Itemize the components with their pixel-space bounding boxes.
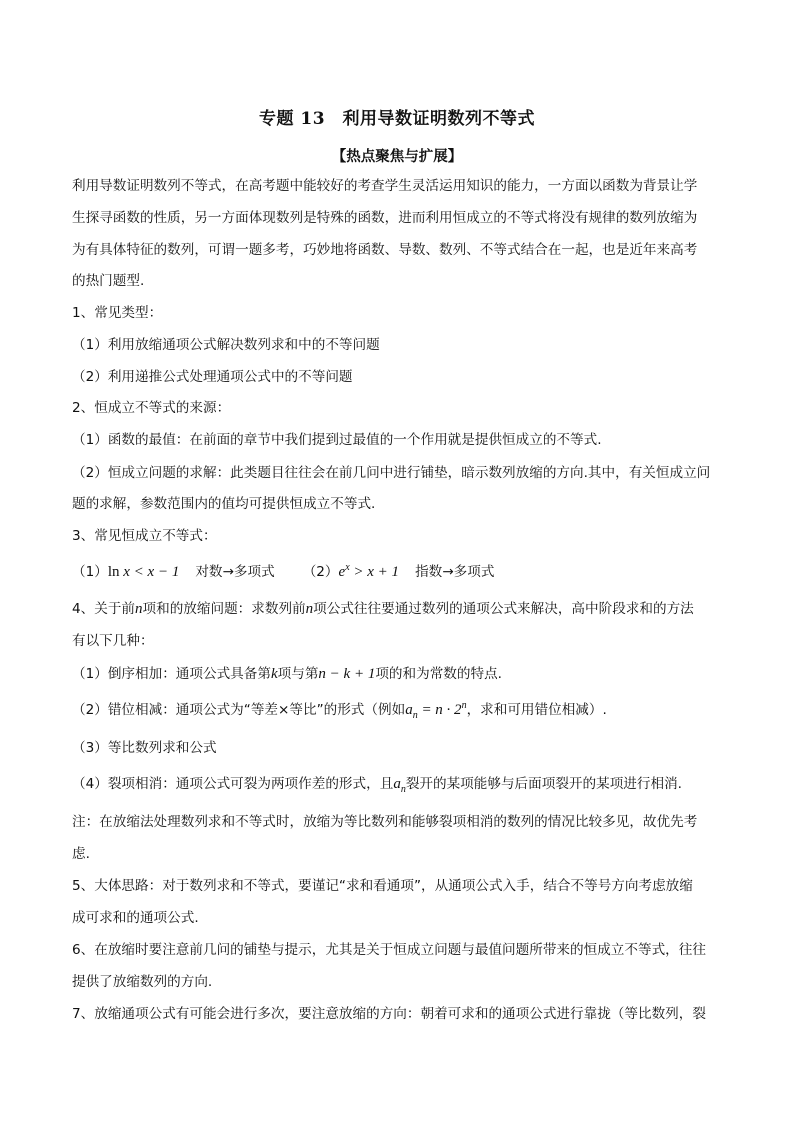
section-6-cont: 提供了放缩数列的方向. xyxy=(72,974,213,990)
formula-exp-inequality: $e^x > x + 1$ xyxy=(338,562,400,580)
note-line-cont: 虑. xyxy=(72,846,90,862)
section-4-item-4: （4）裂项相消：通项公式可裂为两项作差的形式，且$a_n$裂开的某项能够与后面项裂开的某项进行相消. xyxy=(72,776,683,795)
section-2-heading: 2、恒成立不等式的来源： xyxy=(72,400,231,416)
section-heading: 【热点聚焦与扩展】 xyxy=(331,148,463,165)
section-7: 7、放缩通项公式有可能会进行多次，要注意放缩的方向：朝着可求和的通项公式进行靠拢（等比数列，裂 xyxy=(72,1006,706,1022)
section-4-heading-cont: 有以下几种： xyxy=(72,633,154,649)
intro-line: 的热门题型. xyxy=(72,273,145,289)
intro-line: 为有具体特征的数列，可谓一题多考，巧妙地将函数、导数、数列、不等式结合在一起，也是近年来高考 xyxy=(72,242,698,258)
section-4-item-2: （2）错位相减：通项公式为“等差×等比”的形式（例如$a_n = n \cdot 2^n$，求和可用错位相减）. xyxy=(72,700,607,721)
section-2-item-1: （1）函数的最值：在前面的章节中我们提到过最值的一个作用就是提供恒成立的不等式. xyxy=(72,432,602,448)
section-4-heading: 4、关于前n项和的放缩问题：求数列前n项公式往往要通过数列的通项公式来解决，高中阶段求和的方法 xyxy=(72,601,694,617)
section-6: 6、在放缩时要注意前几问的铺垫与提示，尤其是关于恒成立问题与最值问题所带来的恒成立不等式，往往 xyxy=(72,942,706,958)
section-1-item: （1）利用放缩通项公式解决数列求和中的不等问题 xyxy=(72,337,380,353)
formula-1-desc: 对数→多项式 xyxy=(195,564,275,580)
section-1-heading: 1、常见类型： xyxy=(72,305,163,321)
section-4-item-3: （3）等比数列求和公式 xyxy=(72,740,217,756)
section-3-formulas xyxy=(72,562,732,582)
formula-an: $a_n = n \cdot 2^n$ xyxy=(405,700,467,721)
section-4-item-1: （1）倒序相加：通项公式具备第k项与第n − k + 1项的和为常数的特点. xyxy=(72,666,502,682)
section-2-item-2: （2）恒成立问题的求解：此类题目往往会在前几问中进行铺垫，暗示数列放缩的方向.其中，有关恒成立问 xyxy=(72,465,711,481)
formula-2-desc: 指数→多项式 xyxy=(415,564,495,580)
formula-1-prefix: （1） xyxy=(72,564,108,580)
intro-line: 利用导数证明数列不等式，在高考题中能较好的考查学生灵活运用知识的能力，一方面以函数为背景让学 xyxy=(72,178,698,194)
section-5-cont: 成可求和的通项公式. xyxy=(72,910,199,926)
section-2-item-2-cont: 题的求解，参数范围内的值均可提供恒成立不等式. xyxy=(72,496,376,512)
note-line: 注：在放缩法处理数列求和不等式时，放缩为等比数列和能够裂项相消的数列的情况比较多见，故优先考 xyxy=(72,814,698,830)
section-5: 5、大体思路：对于数列求和不等式，要谨记“求和看通项”，从通项公式入手，结合不等号方向考虑放缩 xyxy=(72,878,693,894)
section-1-item: （2）利用递推公式处理通项公式中的不等问题 xyxy=(72,369,353,385)
formula-ln-inequality: ln x < x − 1 xyxy=(107,564,180,580)
intro-line: 生探寻函数的性质，另一方面体现数列是特殊的函数，进而利用恒成立的不等式将没有规律的数列放缩为 xyxy=(72,210,698,226)
section-3-heading: 3、常见恒成立不等式： xyxy=(72,528,217,544)
page-title: 专题 13 利用导数证明数列不等式 xyxy=(258,109,536,129)
formula-2-prefix: （2） xyxy=(302,564,339,580)
